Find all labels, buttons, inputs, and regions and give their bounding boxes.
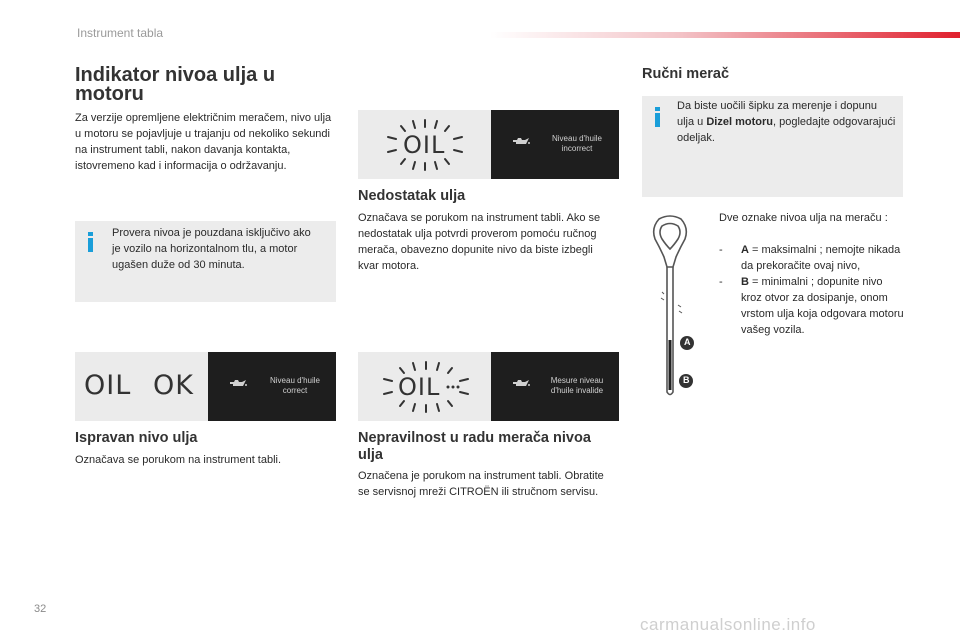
display-message: Niveau d'huile incorrect [551,134,602,153]
list-item: - A = maksimalni ; nemojte nikada da prekoračite ovaj nivo, [719,244,901,272]
gauge-intro: Dve oznake nivoa ulja na meraču : [719,212,888,224]
low-text: Označava se porukom na instrument tabli. Ako se nedostatak ulja potvrdi proverom pomoću ručnog merača, obavezno dopunite nivo da biste izbegli kvar motora. [358,212,601,272]
oil-can-icon [511,136,531,148]
info-text: Da biste uočili šipku za merenje i dopunu ulja u Dizel motoru, pogledajte odgovarajući odeljak. [677,100,896,144]
info-text: Provera nivoa je pouzdana isključivo ako je vozilo na horizontalnom tlu, a motor ugašen duže od 30 minuta. [112,227,311,271]
fault-heading: Nepravilnost u radu merača nivoa ulja [358,430,591,463]
diesel-engine-emphasis: Dizel motoru [706,116,773,128]
watermark: carmanualsonline.info [640,615,816,634]
oil-label: OIL [403,131,446,159]
info-box-diesel [642,96,903,197]
ok-text: Označava se porukom na instrument tabli. [75,454,282,466]
section-header: Instrument tabla [77,26,164,40]
display-message: Mesure niveau d'huile invalide [550,376,604,395]
header-accent-bar [490,32,960,38]
list-item: - B = minimalni ; dopunite nivo kroz otvor za dosipanje, onom vrstom ulja koja odgovara motoru vašeg vozila. [719,276,904,336]
dipstick-mark-a: A [684,337,691,347]
oil-can-icon [511,378,531,390]
info-icon [655,107,660,127]
fault-text: Označena je porukom na instrument tabli. Obratite se servisnoj mreži CITROËN ili stručnom servisu. [358,470,604,498]
page-number: 32 [34,603,47,615]
display-oil-ok [75,352,336,421]
display-oil-invalid [358,352,619,421]
gauge-mark-list [719,242,905,338]
intro-paragraph: Za verzije opremljene električnim meračem, nivo ulja u motoru se pojavljuje u trajanju od nekoliko sekundi na instrument tabli, nakon davanja kontakta, istovremeno kad i informacija o održavanju. [75,112,332,172]
oil-label: OIL [84,370,132,401]
info-icon [88,232,93,252]
ok-heading: Ispravan nivo ulja [75,430,198,446]
oil-can-icon [228,378,248,390]
page-title: Indikator nivoa ulja u motoru [75,64,276,105]
ok-label: OK [153,370,194,401]
dipstick-heading: Ručni merač [642,66,730,82]
low-heading: Nedostatak ulja [358,188,466,204]
oil-label: OIL [398,373,441,401]
info-box-level-check [75,221,336,302]
display-message: Niveau d'huile correct [269,376,320,395]
dipstick-illustration [640,212,702,402]
dipstick-mark-b: B [683,375,690,385]
display-oil-incorrect [358,110,619,179]
